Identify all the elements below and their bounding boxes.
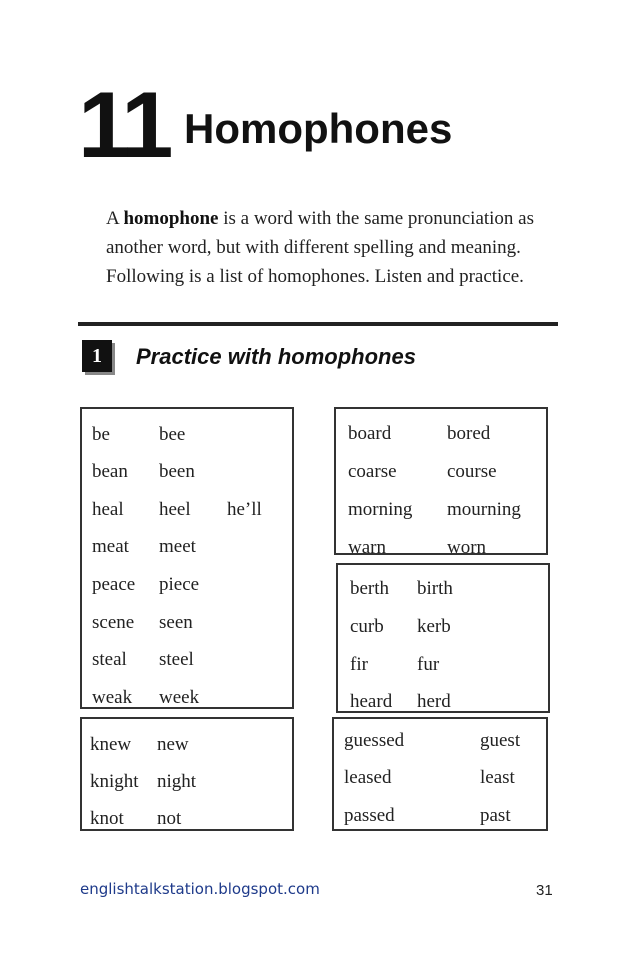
word: morning (348, 499, 413, 520)
word: meet (159, 536, 196, 557)
word: board (348, 423, 392, 444)
word: berth (350, 578, 390, 599)
chapter-title: Homophones (184, 105, 453, 152)
word: bee (159, 424, 186, 445)
word: be (92, 424, 110, 445)
word: knot (90, 808, 124, 829)
word: fur (417, 654, 440, 675)
word: night (157, 771, 197, 792)
word: bean (92, 461, 128, 482)
word: guest (480, 730, 521, 751)
intro-paragraph (106, 204, 566, 291)
word: worn (447, 537, 487, 558)
word: passed (344, 805, 395, 826)
word: scene (92, 612, 135, 633)
chapter-number: 11 (78, 72, 170, 177)
section-divider (78, 322, 558, 326)
word: not (157, 808, 182, 829)
word: steel (159, 649, 194, 670)
word-box-2 (80, 717, 294, 831)
word: birth (417, 578, 453, 599)
word-box-4 (336, 563, 550, 713)
word-box-1 (80, 407, 294, 709)
word: knew (90, 734, 132, 755)
word-box-5 (332, 717, 548, 831)
word: seen (159, 612, 193, 633)
word: warn (348, 537, 386, 558)
word: steal (92, 649, 127, 670)
word: new (157, 734, 189, 755)
word: past (480, 805, 511, 826)
word: herd (417, 691, 451, 712)
word: heal (92, 499, 124, 520)
word: guessed (344, 730, 405, 751)
word: been (159, 461, 195, 482)
word: knight (90, 771, 139, 792)
word: peace (92, 574, 136, 595)
word: weak (92, 687, 133, 708)
word: week (159, 687, 200, 708)
intro-text: is a word with the same pronunciation as another word, but with different spelling and meaning. Following is a list of homophones. Listen and practice. (106, 208, 535, 287)
word: course (447, 461, 497, 482)
word: fir (350, 654, 368, 675)
section-number-badge: 1 (82, 340, 112, 372)
word: least (480, 767, 515, 788)
word: coarse (348, 461, 397, 482)
intro-prefix: A (106, 208, 124, 229)
section-title: Practice with homophones (136, 344, 416, 369)
word: he’ll (227, 499, 262, 520)
word: leased (344, 767, 392, 788)
word: kerb (417, 616, 451, 637)
word: heard (350, 691, 393, 712)
intro-bold-term: homophone (123, 208, 219, 229)
word: piece (159, 574, 200, 595)
word: heel (159, 499, 191, 520)
word-box-3 (334, 407, 548, 558)
word: curb (350, 616, 384, 637)
footer-url: englishtalkstation.blogspot.com (80, 880, 320, 898)
page-number: 31 (536, 882, 553, 899)
word: meat (92, 536, 129, 557)
word: bored (447, 423, 491, 444)
word: mourning (447, 499, 521, 520)
